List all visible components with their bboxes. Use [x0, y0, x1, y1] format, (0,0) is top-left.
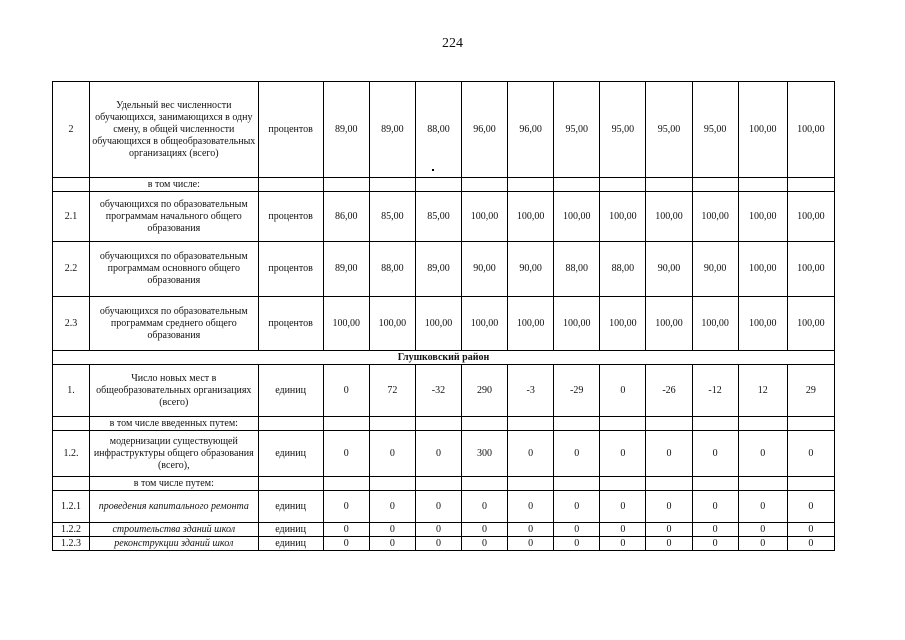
value-cell [692, 417, 738, 431]
value-cell: 100,00 [323, 297, 369, 351]
value-cell: 100,00 [738, 242, 787, 297]
value-cell: 90,00 [462, 242, 508, 297]
value-cell: 0 [415, 537, 461, 551]
value-cell [787, 477, 834, 491]
row-number [53, 477, 90, 491]
value-cell: 0 [692, 491, 738, 523]
value-cell: 0 [554, 491, 600, 523]
table-row [53, 417, 835, 431]
value-cell [787, 178, 834, 192]
value-cell [508, 477, 554, 491]
unit-cell: процентов [258, 297, 323, 351]
table-row [53, 297, 835, 351]
unit-cell: единиц [258, 523, 323, 537]
value-cell: 0 [323, 491, 369, 523]
table-row [53, 477, 835, 491]
value-cell: 0 [692, 431, 738, 477]
value-cell [554, 477, 600, 491]
value-cell: 88,00 [600, 242, 646, 297]
indicator-name: в том числе введенных путем: [90, 417, 258, 431]
value-cell [415, 477, 461, 491]
row-number: 2.1 [53, 192, 90, 242]
table-row [53, 82, 835, 178]
value-cell: -3 [508, 365, 554, 417]
value-cell: 100,00 [738, 192, 787, 242]
indicator-name: в том числе путем: [90, 477, 258, 491]
value-cell: 29 [787, 365, 834, 417]
value-cell: 90,00 [692, 242, 738, 297]
value-cell [738, 477, 787, 491]
table-row [53, 178, 835, 192]
row-number: 2 [53, 82, 90, 178]
value-cell: 89,00 [369, 82, 415, 178]
value-cell: 0 [508, 537, 554, 551]
value-cell: 0 [600, 365, 646, 417]
value-cell: 0 [462, 491, 508, 523]
unit-cell: единиц [258, 365, 323, 417]
value-cell: 0 [369, 523, 415, 537]
table-row [53, 537, 835, 551]
value-cell: 95,00 [600, 82, 646, 178]
value-cell: 290 [462, 365, 508, 417]
unit-cell: процентов [258, 192, 323, 242]
value-cell: 0 [369, 491, 415, 523]
value-cell: 100,00 [369, 297, 415, 351]
value-cell: 0 [415, 431, 461, 477]
value-cell: 100,00 [787, 242, 834, 297]
value-cell: 100,00 [787, 192, 834, 242]
value-cell: 0 [462, 537, 508, 551]
table-body [53, 82, 835, 551]
value-cell: 0 [600, 523, 646, 537]
value-cell: 100,00 [646, 297, 692, 351]
value-cell [554, 178, 600, 192]
value-cell: 0 [600, 537, 646, 551]
value-cell: 0 [738, 523, 787, 537]
value-cell: 0 [692, 537, 738, 551]
value-cell: 0 [554, 431, 600, 477]
value-cell: 0 [738, 491, 787, 523]
value-cell: 0 [787, 523, 834, 537]
indicator-name: строительства зданий школ [90, 523, 258, 537]
value-cell: 96,00 [462, 82, 508, 178]
value-cell: 0 [323, 537, 369, 551]
value-cell: 0 [323, 431, 369, 477]
row-number: 1.2. [53, 431, 90, 477]
value-cell: 0 [323, 365, 369, 417]
value-cell: 0 [554, 523, 600, 537]
value-cell [369, 417, 415, 431]
value-cell [692, 178, 738, 192]
unit-cell [258, 477, 323, 491]
value-cell: 0 [554, 537, 600, 551]
row-number [53, 178, 90, 192]
value-cell: 100,00 [554, 192, 600, 242]
value-cell [646, 178, 692, 192]
value-cell: 0 [508, 431, 554, 477]
value-cell [600, 417, 646, 431]
value-cell: 100,00 [787, 82, 834, 178]
value-cell: 100,00 [692, 192, 738, 242]
value-cell: 100,00 [738, 82, 787, 178]
value-cell: 100,00 [415, 297, 461, 351]
value-cell: 95,00 [692, 82, 738, 178]
unit-cell [258, 417, 323, 431]
table-row [53, 192, 835, 242]
value-cell: 0 [738, 537, 787, 551]
value-cell: 85,00 [415, 192, 461, 242]
value-cell: 0 [369, 431, 415, 477]
indicator-name: проведения капитального ремонта [90, 491, 258, 523]
value-cell: 100,00 [508, 192, 554, 242]
value-cell [369, 477, 415, 491]
value-cell [462, 417, 508, 431]
row-number: 1. [53, 365, 90, 417]
indicator-name: Число новых мест в общеобразовательных организациях (всего) [90, 365, 258, 417]
value-cell: 0 [369, 537, 415, 551]
value-cell: 90,00 [646, 242, 692, 297]
indicator-name: в том числе: [90, 178, 258, 192]
value-cell [738, 417, 787, 431]
value-cell: 95,00 [554, 82, 600, 178]
value-cell: 88,00 [554, 242, 600, 297]
value-cell: 0 [646, 523, 692, 537]
table-row [53, 365, 835, 417]
value-cell: 89,00 [323, 82, 369, 178]
row-number: 1.2.2 [53, 523, 90, 537]
value-cell [692, 477, 738, 491]
indicator-name: обучающихся по образовательным программам среднего общего образования [90, 297, 258, 351]
value-cell: -12 [692, 365, 738, 417]
value-cell: 89,00 [415, 242, 461, 297]
value-cell: -26 [646, 365, 692, 417]
value-cell: 85,00 [369, 192, 415, 242]
unit-cell: процентов [258, 242, 323, 297]
value-cell: 0 [646, 431, 692, 477]
table-row [53, 431, 835, 477]
value-cell [646, 417, 692, 431]
value-cell: 100,00 [462, 297, 508, 351]
value-cell: 0 [600, 491, 646, 523]
value-cell: 100,00 [787, 297, 834, 351]
page-number: 224 [442, 36, 463, 51]
value-cell [646, 477, 692, 491]
value-cell: 95,00 [646, 82, 692, 178]
value-cell: 90,00 [508, 242, 554, 297]
value-cell: 0 [508, 523, 554, 537]
value-cell: 100,00 [692, 297, 738, 351]
value-cell: 100,00 [600, 297, 646, 351]
value-cell: 100,00 [646, 192, 692, 242]
value-cell: -32 [415, 365, 461, 417]
value-cell: 72 [369, 365, 415, 417]
value-cell: 100,00 [738, 297, 787, 351]
indicator-name: обучающихся по образовательным программам основного общего образования [90, 242, 258, 297]
value-cell: 100,00 [600, 192, 646, 242]
row-number: 2.3 [53, 297, 90, 351]
unit-cell: единиц [258, 431, 323, 477]
value-cell [554, 417, 600, 431]
unit-cell: процентов [258, 82, 323, 178]
value-cell: 12 [738, 365, 787, 417]
section-row [53, 351, 835, 365]
value-cell [738, 178, 787, 192]
unit-cell: единиц [258, 491, 323, 523]
section-title: Глушковский район [53, 351, 835, 365]
value-cell: 0 [462, 523, 508, 537]
value-cell: 88,00 [369, 242, 415, 297]
value-cell: 0 [787, 537, 834, 551]
value-cell: 0 [738, 431, 787, 477]
value-cell [415, 178, 461, 192]
value-cell: 0 [646, 491, 692, 523]
value-cell: 0 [600, 431, 646, 477]
table-row [53, 523, 835, 537]
value-cell [415, 417, 461, 431]
value-cell: 0 [415, 523, 461, 537]
value-cell: 100,00 [508, 297, 554, 351]
value-cell: 96,00 [508, 82, 554, 178]
indicator-name: Удельный вес численности обучающихся, занимающихся в одну смену, в общей численности обучающихся в общеобразовательных организациях (всего) [90, 82, 258, 178]
value-cell [323, 417, 369, 431]
value-cell [323, 477, 369, 491]
unit-cell [258, 178, 323, 192]
value-cell [508, 417, 554, 431]
table-row [53, 242, 835, 297]
value-cell: 0 [787, 491, 834, 523]
value-cell [462, 178, 508, 192]
indicator-name: реконструкции зданий школ [90, 537, 258, 551]
value-cell: 100,00 [462, 192, 508, 242]
value-cell [508, 178, 554, 192]
value-cell: 0 [787, 431, 834, 477]
value-cell: 0 [415, 491, 461, 523]
indicator-name: модернизации существующей инфраструктуры общего образования (всего), [90, 431, 258, 477]
table-row [53, 491, 835, 523]
row-number: 1.2.1 [53, 491, 90, 523]
value-cell [462, 477, 508, 491]
value-cell: 86,00 [323, 192, 369, 242]
value-cell [323, 178, 369, 192]
row-number: 2.2 [53, 242, 90, 297]
value-cell [600, 178, 646, 192]
indicators-table [52, 81, 835, 551]
value-cell [787, 417, 834, 431]
value-cell: -29 [554, 365, 600, 417]
value-cell [600, 477, 646, 491]
row-number: 1.2.3 [53, 537, 90, 551]
value-cell: 0 [692, 523, 738, 537]
value-cell: 0 [508, 491, 554, 523]
indicator-name: обучающихся по образовательным программам начального общего образования [90, 192, 258, 242]
value-cell: 0 [646, 537, 692, 551]
row-number [53, 417, 90, 431]
value-cell [369, 178, 415, 192]
value-cell: 89,00 [323, 242, 369, 297]
value-cell: 100,00 [554, 297, 600, 351]
value-cell: 0 [323, 523, 369, 537]
value-cell: 88,00 [415, 82, 461, 178]
unit-cell: единиц [258, 537, 323, 551]
value-cell: 300 [462, 431, 508, 477]
